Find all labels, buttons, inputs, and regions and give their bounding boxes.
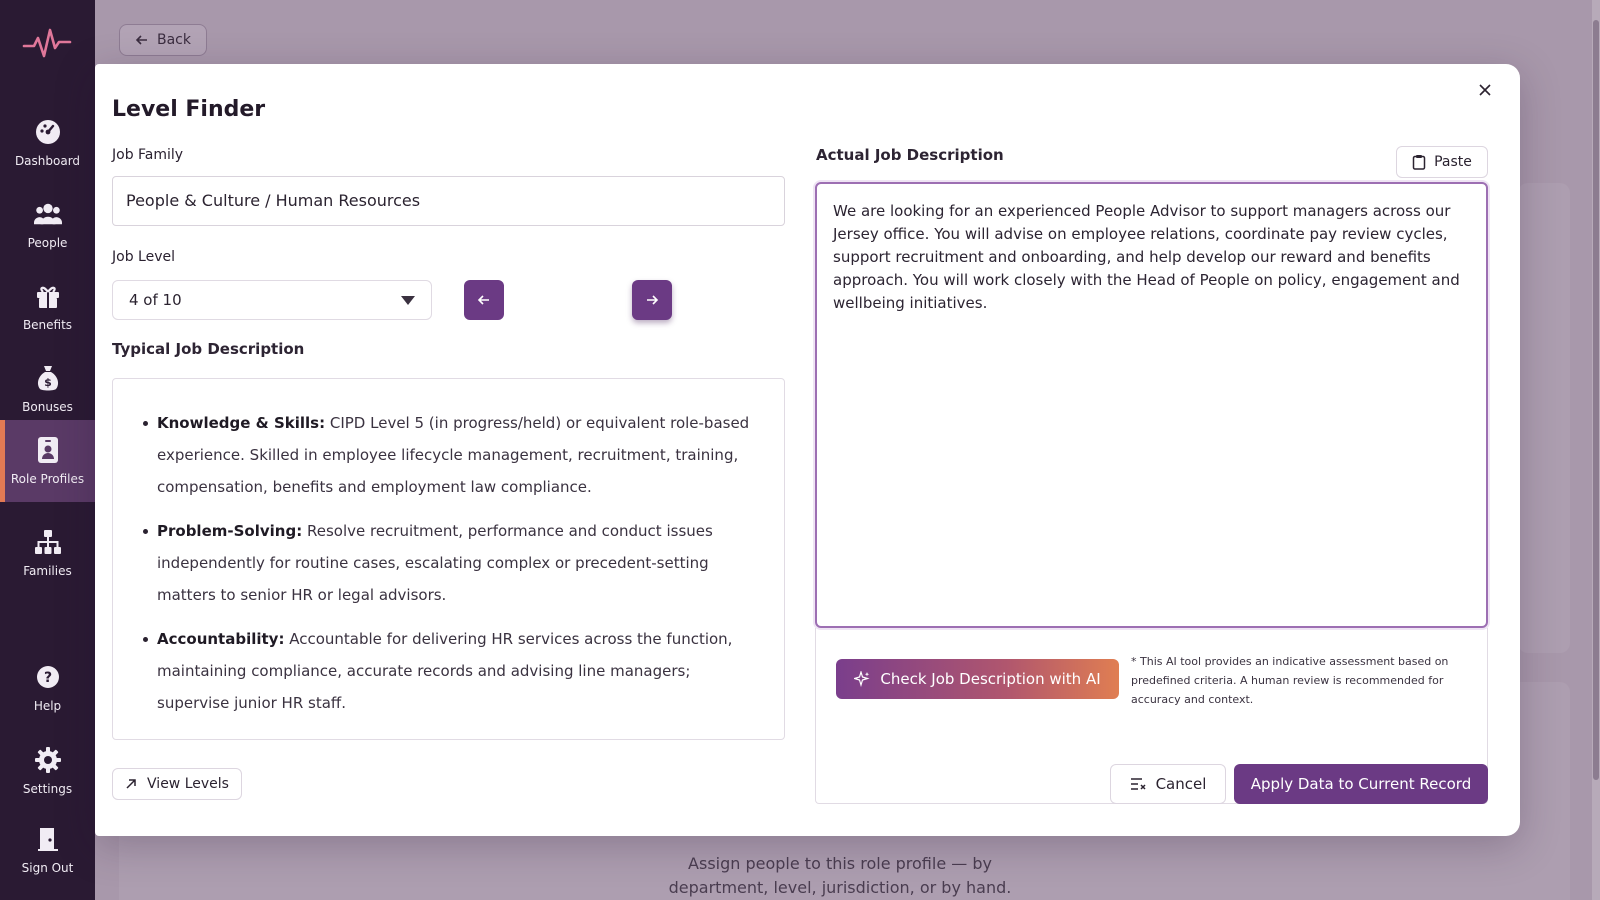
background-card (1518, 183, 1570, 653)
sidebar-item-settings[interactable] (0, 730, 95, 812)
typical-description-list (139, 407, 758, 719)
sidebar-item-label: People (27, 236, 68, 250)
sidebar-item-help[interactable] (0, 648, 95, 728)
view-levels-label: View Levels (147, 776, 229, 792)
help-icon (34, 663, 62, 691)
arrow-left-icon (135, 33, 149, 47)
logo-icon (22, 26, 72, 62)
cancel-label: Cancel (1155, 775, 1207, 793)
money-bag-icon (34, 364, 62, 392)
sidebar-item-label: Families (23, 564, 72, 578)
view-levels-button[interactable] (112, 768, 242, 800)
list-item-heading: Accountability: (157, 630, 285, 648)
arrow-right-icon (645, 293, 659, 307)
caret-down-icon (401, 296, 415, 305)
next-level-button[interactable] (632, 280, 672, 320)
gift-icon (34, 282, 62, 310)
sidebar-item-dashboard[interactable] (0, 102, 95, 184)
svg-text:$: $ (43, 376, 52, 389)
sidebar-item-benefits[interactable] (0, 266, 95, 348)
cancel-button[interactable] (1110, 764, 1226, 804)
back-label: Back (157, 32, 191, 48)
sidebar-item-label: Help (33, 699, 62, 713)
job-family-label: Job Family (112, 147, 184, 163)
actual-description-label: Actual Job Description (816, 146, 1004, 164)
job-level-value: 4 of 10 (129, 291, 182, 309)
list-item (139, 623, 758, 719)
typical-description-label: Typical Job Description (112, 340, 305, 358)
paste-button[interactable] (1396, 146, 1488, 178)
list-cancel-icon (1130, 777, 1146, 791)
apply-data-button[interactable]: Apply Data to Current Record (1234, 764, 1488, 804)
sidebar-item-families[interactable] (0, 512, 95, 594)
sidebar-item-label: Bonuses (22, 400, 73, 414)
back-button[interactable] (119, 24, 207, 56)
dashboard-icon (34, 118, 62, 146)
sidebar-item-label: Benefits (22, 318, 73, 332)
list-item-text: Accountable for delivering HR services across the function, maintaining compliance, accurate records and advising line managers; supervise junior HR staff. (157, 630, 733, 712)
ai-button-label: Check Job Description with AI (880, 670, 1101, 688)
job-family-field[interactable]: People & Culture / Human Resources (112, 176, 785, 226)
paste-label: Paste (1434, 154, 1472, 170)
job-level-select[interactable] (112, 280, 432, 320)
scrollbar-thumb[interactable] (1593, 20, 1599, 780)
sidebar-item-people[interactable] (0, 184, 95, 266)
people-icon (34, 200, 62, 228)
check-with-ai-button[interactable] (836, 659, 1119, 699)
page-scrollbar[interactable] (1592, 0, 1600, 900)
list-item (139, 407, 758, 503)
level-finder-dialog (95, 64, 1520, 836)
list-item (139, 515, 758, 611)
svg-text:?: ? (43, 670, 52, 686)
typical-description-box (112, 378, 785, 740)
door-icon (34, 825, 62, 853)
close-icon[interactable] (1475, 81, 1495, 101)
list-item-text: Resolve recruitment, performance and conduct issues independently for routine cases, escalating complex or precedent-setting matters to senior HR or legal advisors. (157, 522, 713, 604)
list-item-text: CIPD Level 5 (in progress/held) or equivalent role-based experience. Skilled in employee lifecycle management, recruitment, training, compensation, benefits and employment law compliance. (157, 414, 750, 496)
sidebar-item-bonuses[interactable] (0, 348, 95, 430)
badge-icon (34, 436, 62, 464)
sidebar-item-label: Settings (22, 782, 73, 796)
sidebar-item-role-profiles[interactable] (0, 420, 95, 502)
actual-description-textarea[interactable] (815, 182, 1488, 628)
hierarchy-icon (34, 528, 62, 556)
sparkle-icon (854, 671, 870, 687)
clipboard-icon (1412, 154, 1426, 170)
arrow-left-icon (477, 293, 491, 307)
assign-hint: Assign people to this role profile — by department, level, jurisdiction, or by hand. (668, 854, 1012, 897)
ai-disclaimer: * This AI tool provides an indicative assessment based on predefined criteria. A human review is recommended for accuracy and context. (1131, 655, 1449, 706)
previous-level-button[interactable] (464, 280, 504, 320)
list-item-heading: Problem-Solving: (157, 522, 303, 540)
dialog-title: Level Finder (112, 97, 266, 122)
sidebar-item-sign-out[interactable] (0, 812, 95, 888)
job-level-label: Job Level (112, 249, 175, 265)
external-arrow-icon (125, 778, 137, 790)
sidebar (0, 0, 95, 900)
list-item-heading: Knowledge & Skills: (157, 414, 326, 432)
sidebar-item-label: Dashboard (14, 154, 81, 168)
sidebar-item-label: Role Profiles (10, 472, 85, 486)
sidebar-item-label: Sign Out (21, 861, 74, 875)
gear-icon (34, 746, 62, 774)
